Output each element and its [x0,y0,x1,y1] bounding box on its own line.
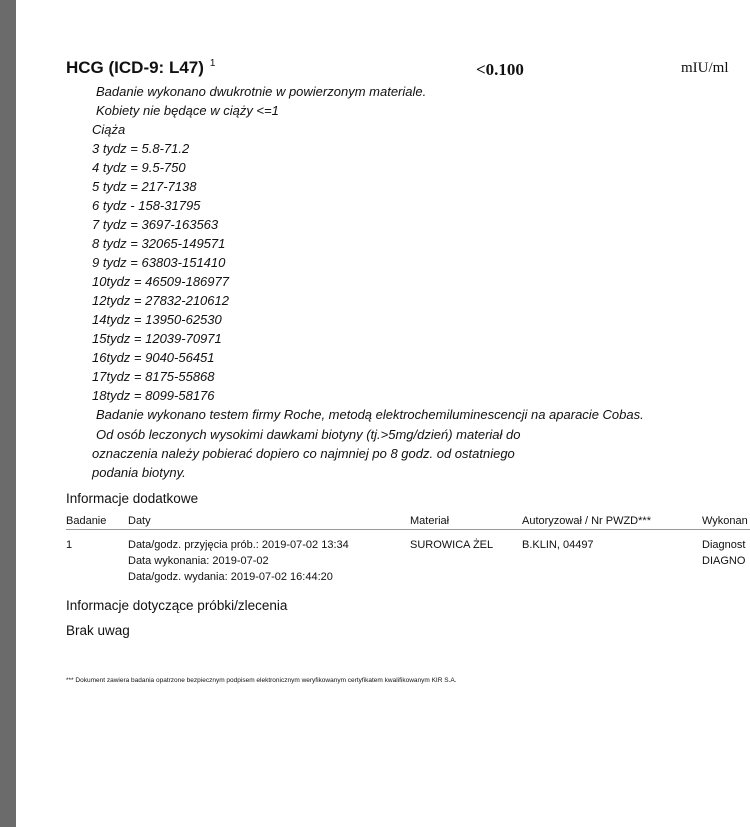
comment-line: Ciąża [92,122,126,137]
sample-info-text: Brak uwag [66,623,130,638]
col-header-badanie: Badanie [66,515,107,527]
test-name: HCG (ICD-9: L47) $^1$ [66,58,216,77]
cell-performed-2: DIAGNO [702,555,746,567]
table-header-rule [66,529,750,530]
comment-line: 5 tydz = 217-7138 [92,179,197,194]
comment-line: 8 tydz = 32065-149571 [92,236,226,251]
comment-line: Badanie wykonano testem firmy Roche, metodą elektrochemiluminescencji na aparacie Cobas. [96,407,644,422]
footnote-ref: 1 [209,58,216,69]
comment-line: 12tydz = 27832-210612 [92,293,229,308]
comment-line: 14tydz = 13950-62530 [92,312,222,327]
col-header-daty: Daty [128,515,151,527]
comment-line: 4 tydz = 9.5-750 [92,160,186,175]
comment-line: Kobiety nie będące w ciąży <=1 [96,103,279,118]
test-result-value: <0.100 [476,60,524,79]
document-page [16,0,750,827]
comment-line: 3 tydz = 5.8-71.2 [92,141,190,156]
cell-authorized: B.KLIN, 04497 [522,539,594,551]
comment-line: 7 tydz = 3697-163563 [92,217,219,232]
cell-date-received: Data/godz. przyjęcia prób.: 2019-07-02 13:34 [128,539,349,551]
cell-badanie: 1 [66,539,73,551]
comment-line: podania biotyny. [92,465,186,480]
col-header-wykonal: Wykonan [702,515,748,527]
col-header-autoryzowal: Autoryzował / Nr PWZD*** [522,515,651,527]
comment-line: 6 tydz - 158-31795 [92,198,201,213]
comment-line: 15tydz = 12039-70971 [92,331,222,346]
document-footnote: *** Dokument zawiera badania opatrzone bezpiecznym podpisem elektronicznym weryfikowanym certyfikatem kwalifikowanym KIR S.A. [66,677,457,684]
cell-material: SUROWICA ŻEL [410,539,494,551]
col-header-material: Materiał [410,515,450,527]
cell-performed: Diagnost [702,539,746,551]
comment-line: 10tydz = 46509-186977 [92,274,229,289]
test-result-unit: mIU/ml [681,60,729,76]
comment-line: Badanie wykonano dwukrotnie w powierzonym materiale. [96,84,427,99]
sample-info-heading: Informacje dotyczące próbki/zlecenia [66,598,288,613]
comment-line: 17tydz = 8175-55868 [92,369,215,384]
comment-line: Od osób leczonych wysokimi dawkami biotyny (tj.>5mg/dzień) materiał do [96,427,521,442]
additional-info-heading: Informacje dodatkowe [66,491,199,506]
comment-line: 16tydz = 9040-56451 [92,350,215,365]
comment-line: oznaczenia należy pobierać dopiero co najmniej po 8 godz. od ostatniego [92,446,515,461]
comment-line: 9 tydz = 63803-151410 [92,255,226,270]
cell-date-performed: Data wykonania: 2019-07-02 [128,555,269,567]
comment-line: 18tydz = 8099-58176 [92,388,215,403]
cell-date-issued: Data/godz. wydania: 2019-07-02 16:44:20 [128,571,333,583]
